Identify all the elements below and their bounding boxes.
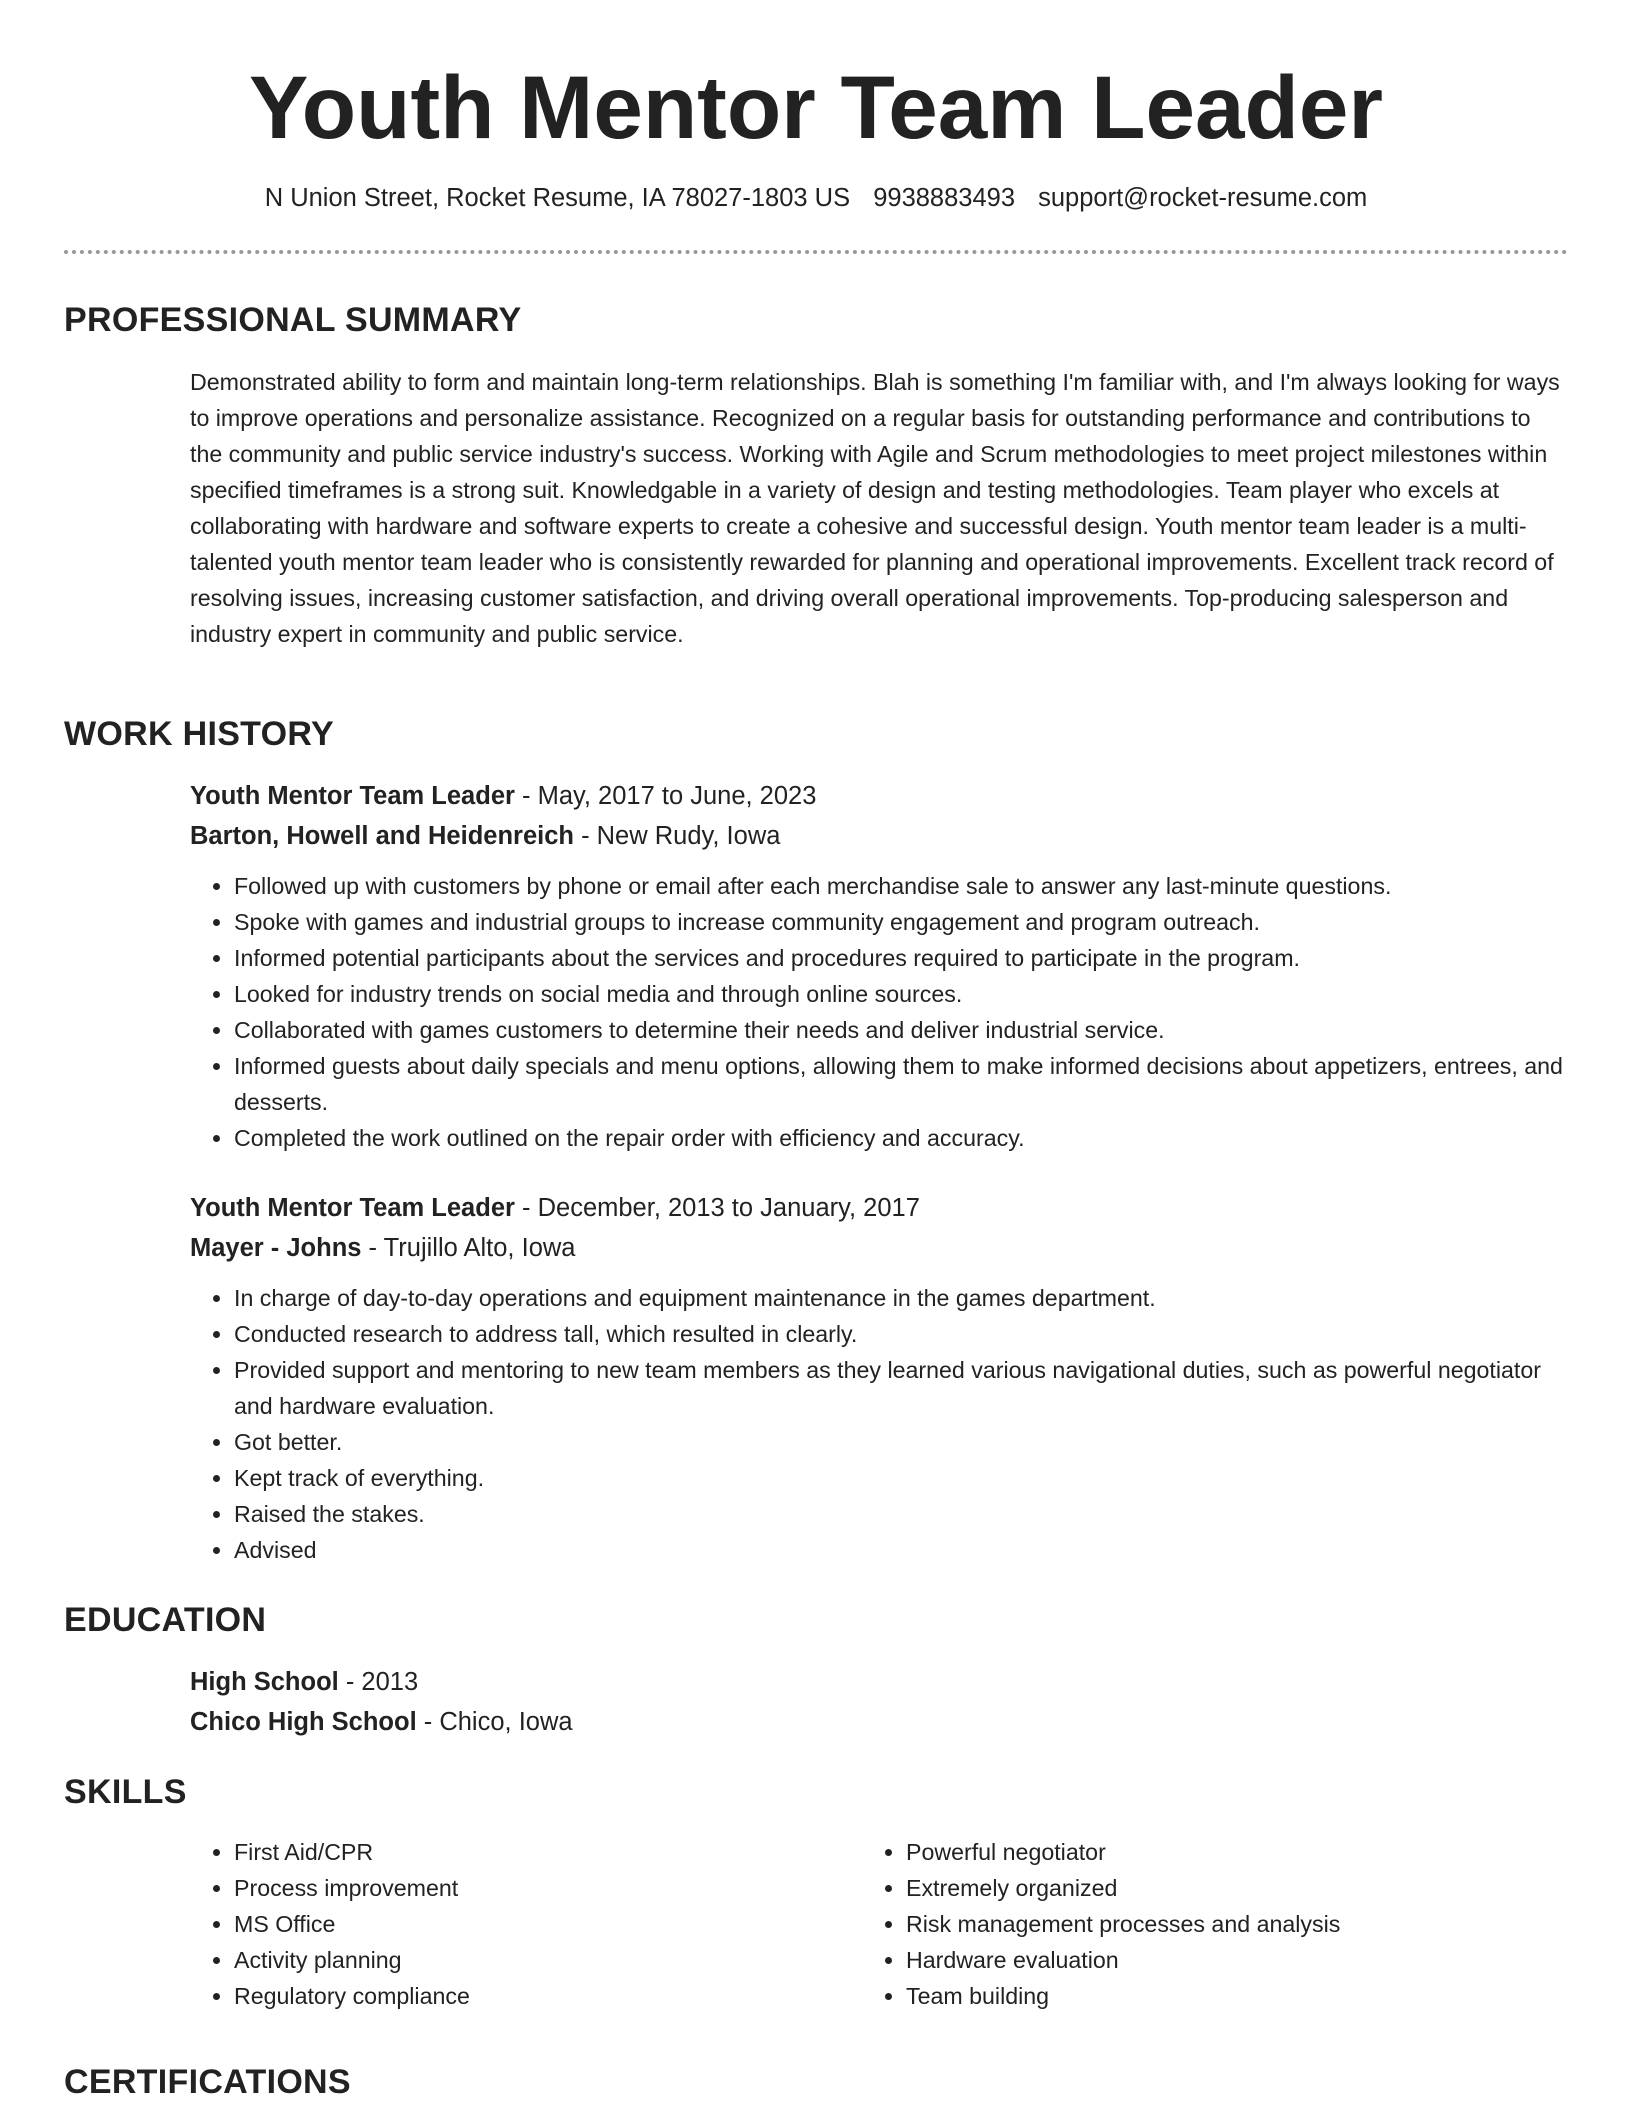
job-bullets	[190, 868, 1568, 1156]
list-item: • Activity planning	[234, 1942, 874, 1978]
list-item: • Extremely organized	[906, 1870, 1546, 1906]
work-history-heading: WORK HISTORY	[64, 715, 334, 753]
contact-email: support@rocket-resume.com	[1038, 184, 1368, 212]
job-dates: - December, 2013 to January, 2017	[514, 1194, 920, 1222]
list-item: • Spoke with games and industrial groups to increase community engagement and program outreach.	[234, 904, 1568, 940]
list-item: • Followed up with customers by phone or email after each merchandise sale to answer any last-minute questions.	[234, 868, 1568, 904]
list-item: • Process improvement	[234, 1870, 874, 1906]
skills-heading: SKILLS	[64, 1773, 187, 1811]
education-school-line	[190, 1702, 1568, 1742]
list-item: • Completed the work outlined on the repair order with efficiency and accuracy.	[234, 1120, 1568, 1156]
job-entry-1	[190, 776, 1568, 1156]
list-item: • Powerful negotiator	[906, 1834, 1546, 1870]
list-item: • Collaborated with games customers to determine their needs and deliver industrial service.	[234, 1012, 1568, 1048]
resume-name: Youth Mentor Team Leader	[248, 57, 1384, 157]
list-item: • Hardware evaluation	[906, 1942, 1546, 1978]
summary-heading: PROFESSIONAL SUMMARY	[64, 301, 522, 339]
job-location: - Trujillo Alto, Iowa	[361, 1234, 576, 1262]
education-degree: High School	[190, 1668, 339, 1696]
job-bullets	[190, 1280, 1568, 1568]
education-location: - Chico, Iowa	[416, 1708, 573, 1736]
list-item: • MS Office	[234, 1906, 874, 1942]
list-item: • Advised	[234, 1532, 1568, 1568]
education-year: - 2013	[338, 1668, 419, 1696]
job-company-line	[190, 816, 1568, 856]
job-location: - New Rudy, Iowa	[573, 822, 781, 850]
list-item: • First Aid/CPR	[234, 1834, 874, 1870]
job-title-line	[190, 1188, 1568, 1228]
list-item: • Informed potential participants about the services and procedures required to participate in the program.	[234, 940, 1568, 976]
education-school: Chico High School	[190, 1708, 417, 1736]
job-company: Barton, Howell and Heidenreich	[190, 822, 574, 850]
skills-list	[190, 1834, 1568, 2024]
contact-line	[64, 180, 1568, 216]
list-item: • Kept track of everything.	[234, 1460, 1568, 1496]
job-entry-2	[190, 1188, 1568, 1568]
education-entry	[190, 1662, 1568, 1742]
job-company: Mayer - Johns	[190, 1234, 362, 1262]
job-title: Youth Mentor Team Leader	[190, 782, 515, 810]
job-title-line	[190, 776, 1568, 816]
list-item: • In charge of day-to-day operations and equipment maintenance in the games department.	[234, 1280, 1568, 1316]
list-item: • Provided support and mentoring to new team members as they learned various navigational duties, such as powerful negotiator and hardware evaluation.	[234, 1352, 1568, 1424]
certifications-heading: CERTIFICATIONS	[64, 2063, 351, 2101]
list-item: • Informed guests about daily specials and menu options, allowing them to make informed decisions about appetizers, entrees, and desserts.	[234, 1048, 1568, 1120]
job-company-line	[190, 1228, 1568, 1268]
list-item: • Regulatory compliance	[234, 1978, 874, 2014]
list-item: • Raised the stakes.	[234, 1496, 1568, 1532]
list-item: • Team building	[906, 1978, 1546, 2014]
list-item: • Looked for industry trends on social media and through online sources.	[234, 976, 1568, 1012]
skills-column-left	[190, 1834, 874, 2014]
header-divider	[64, 250, 1568, 254]
contact-phone: 9938883493	[873, 184, 1016, 212]
list-item: • Risk management processes and analysis	[906, 1906, 1546, 1942]
skills-column-right	[862, 1834, 1546, 2014]
contact-address: N Union Street, Rocket Resume, IA 78027-1803 US	[264, 184, 851, 212]
list-item: • Conducted research to address tall, which resulted in clearly.	[234, 1316, 1568, 1352]
job-dates: - May, 2017 to June, 2023	[514, 782, 817, 810]
job-title: Youth Mentor Team Leader	[190, 1194, 515, 1222]
education-degree-line	[190, 1662, 1568, 1702]
education-heading: EDUCATION	[64, 1601, 267, 1639]
list-item: • Got better.	[234, 1424, 1568, 1460]
summary-text: Demonstrated ability to form and maintain long-term relationships. Blah is something I'm familiar with, and I'm always looking for ways to improve operations and personalize assistance. Recognized on a regular basis for outstanding performance and contributions to the community and public service industry's success. Working with Agile and Scrum methodologies to meet project milestones within specified timeframes is a strong suit. Knowledgable in a variety of design and testing methodologies. Team player who excels at collaborating with hardware and software experts to create a cohesive and successful design. Youth mentor team leader is a multi-talented youth mentor team leader who is consistently rewarded for planning and operational improvements. Excellent track record of resolving issues, increasing customer satisfaction, and driving overall operational improvements. Top-producing salesperson and industry expert in community and public service.	[190, 369, 1560, 647]
